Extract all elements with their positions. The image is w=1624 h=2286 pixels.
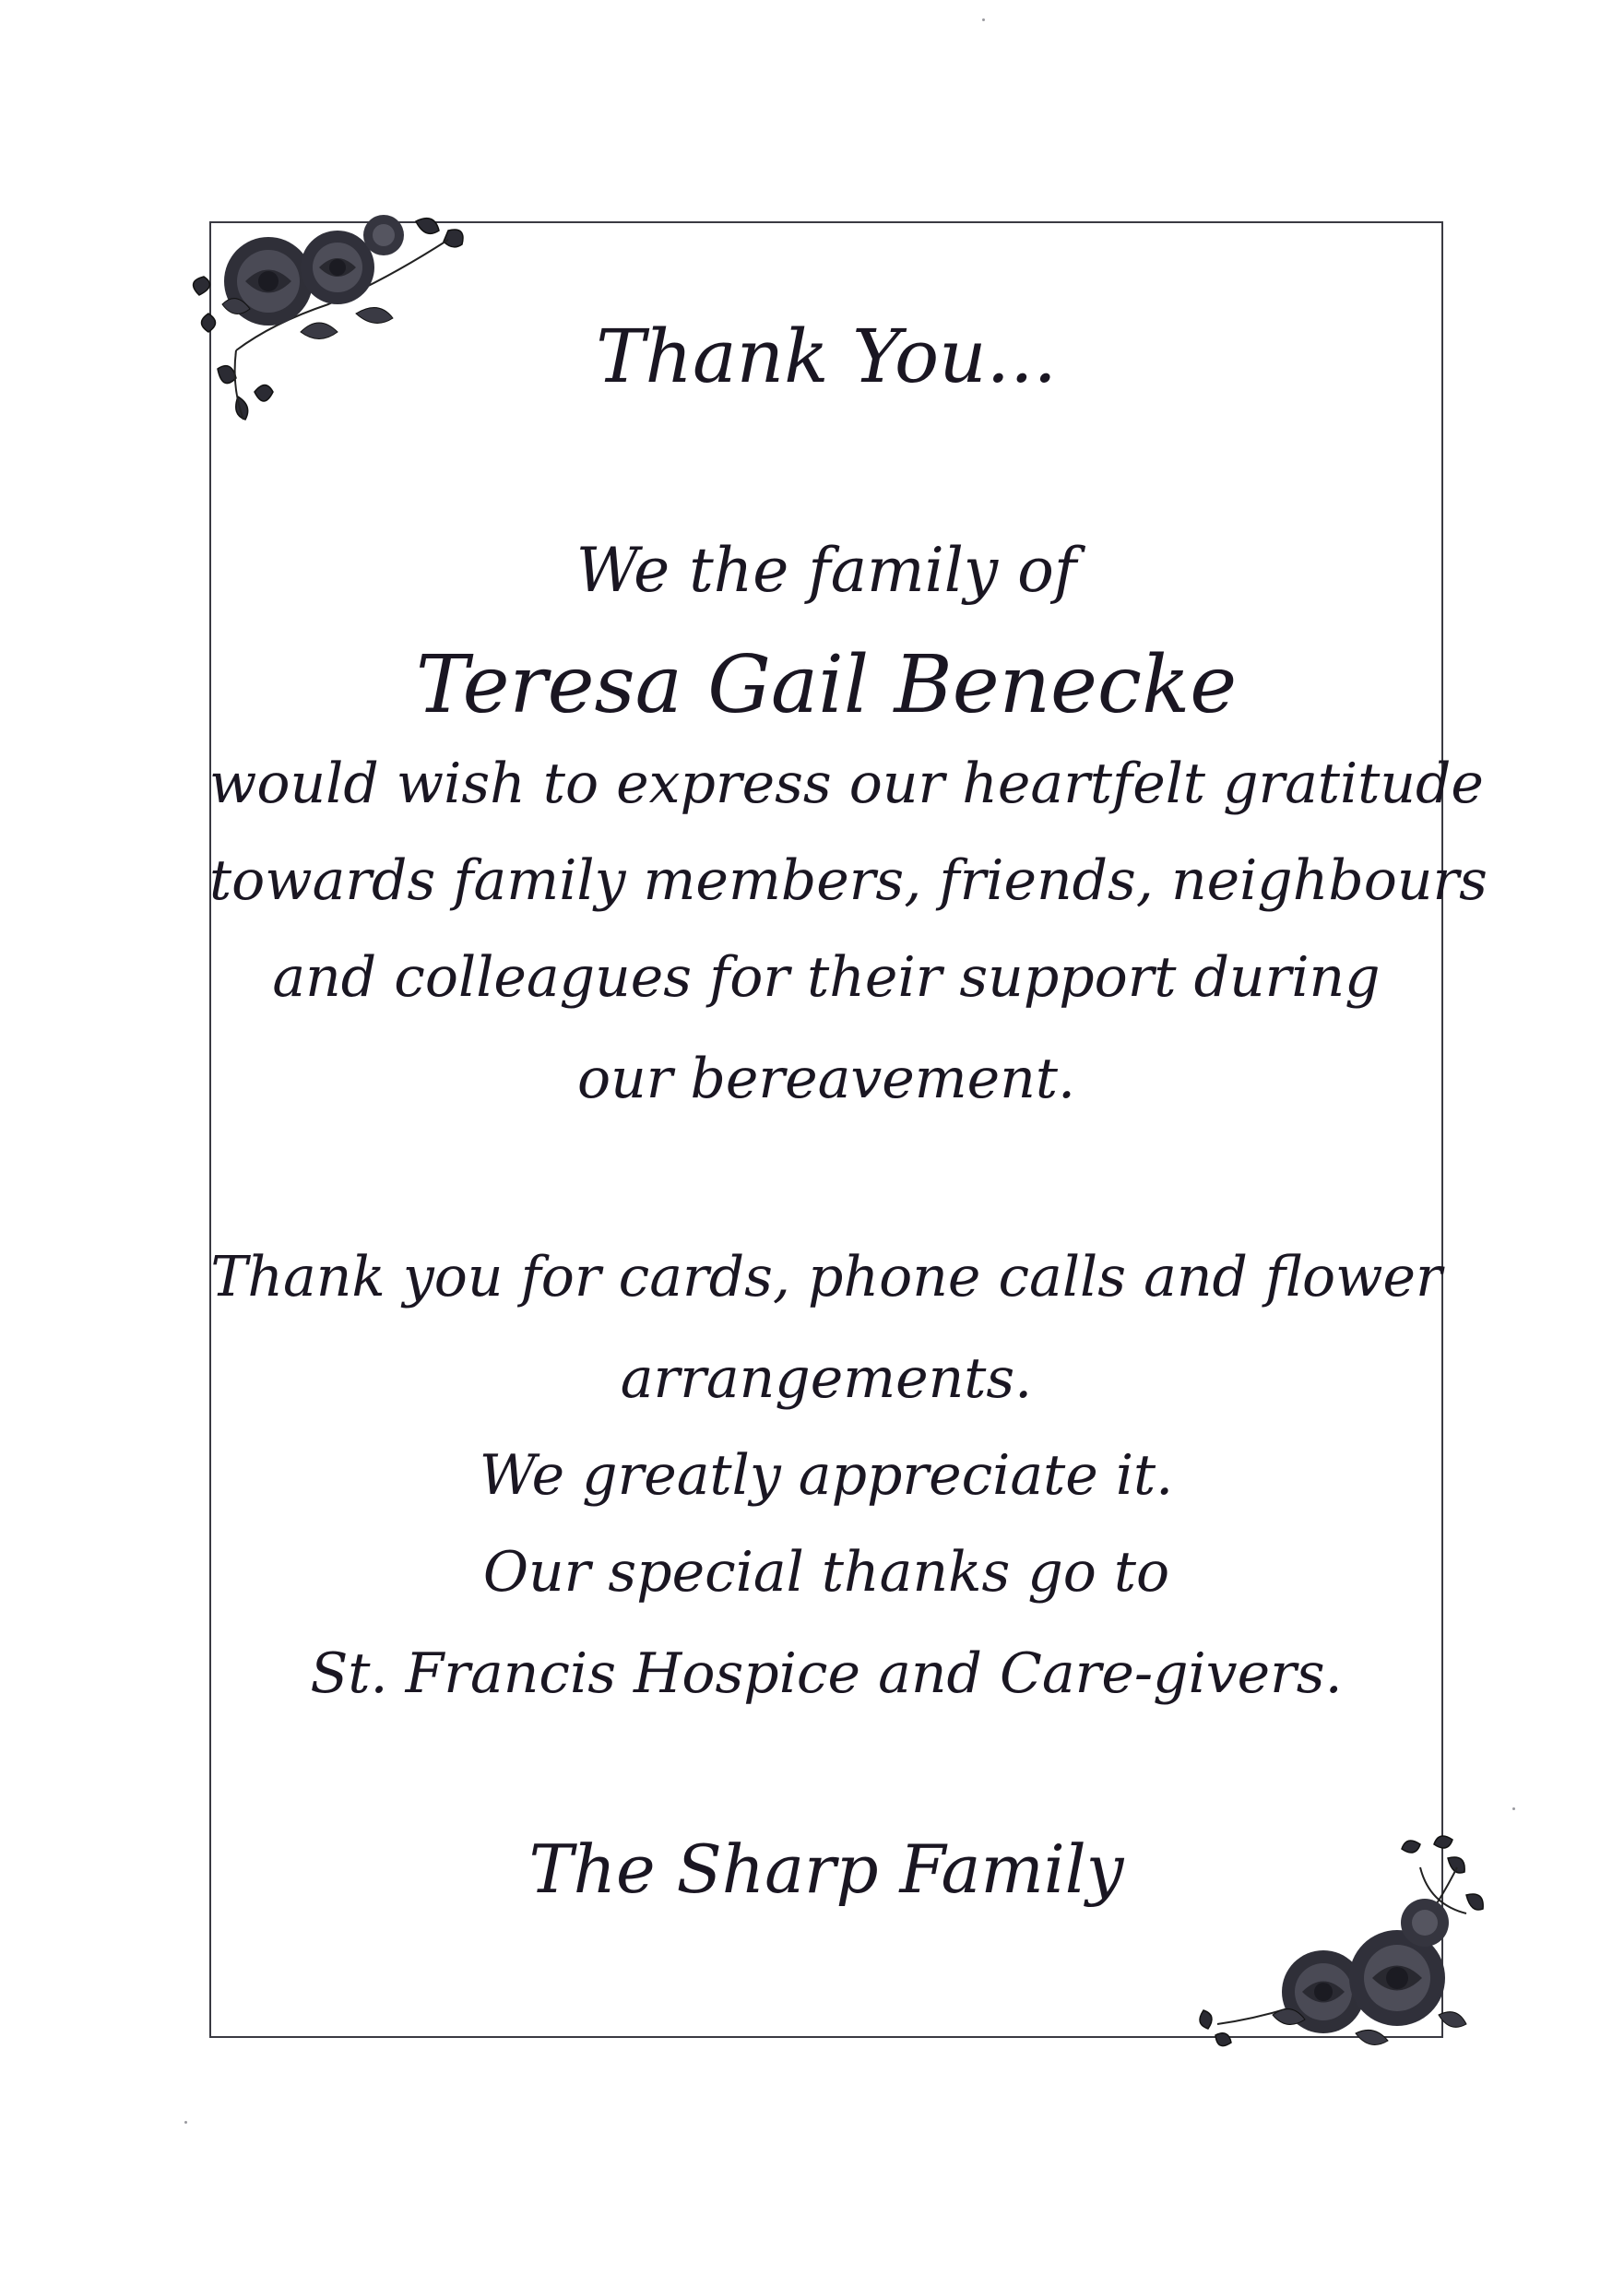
message-line: would wish to express our heartfelt gratitude bbox=[209, 752, 1484, 816]
thanks-line: Thank you for cards, phone calls and flower bbox=[210, 1245, 1442, 1309]
message-line: and colleagues for their support during bbox=[272, 945, 1381, 1010]
deceased-name: Teresa Gail Benecke bbox=[415, 639, 1238, 731]
intro-line: We the family of bbox=[575, 535, 1077, 606]
thanks-line: Our special thanks go to bbox=[482, 1540, 1170, 1605]
thanks-line: arrangements. bbox=[620, 1346, 1033, 1411]
card-border bbox=[209, 221, 1488, 2038]
scan-speck bbox=[982, 18, 985, 21]
message-line: our bereavement. bbox=[576, 1047, 1076, 1111]
family-signature: The Sharp Family bbox=[528, 1830, 1124, 1908]
scan-speck bbox=[184, 2121, 187, 2124]
card-title: Thank You... bbox=[596, 314, 1057, 399]
thanks-line: St. Francis Hospice and Care-givers. bbox=[310, 1641, 1343, 1706]
scan-speck bbox=[1512, 1807, 1515, 1810]
thanks-line: We greatly appreciate it. bbox=[479, 1443, 1174, 1508]
message-line: towards family members, friends, neighbours bbox=[209, 848, 1488, 913]
